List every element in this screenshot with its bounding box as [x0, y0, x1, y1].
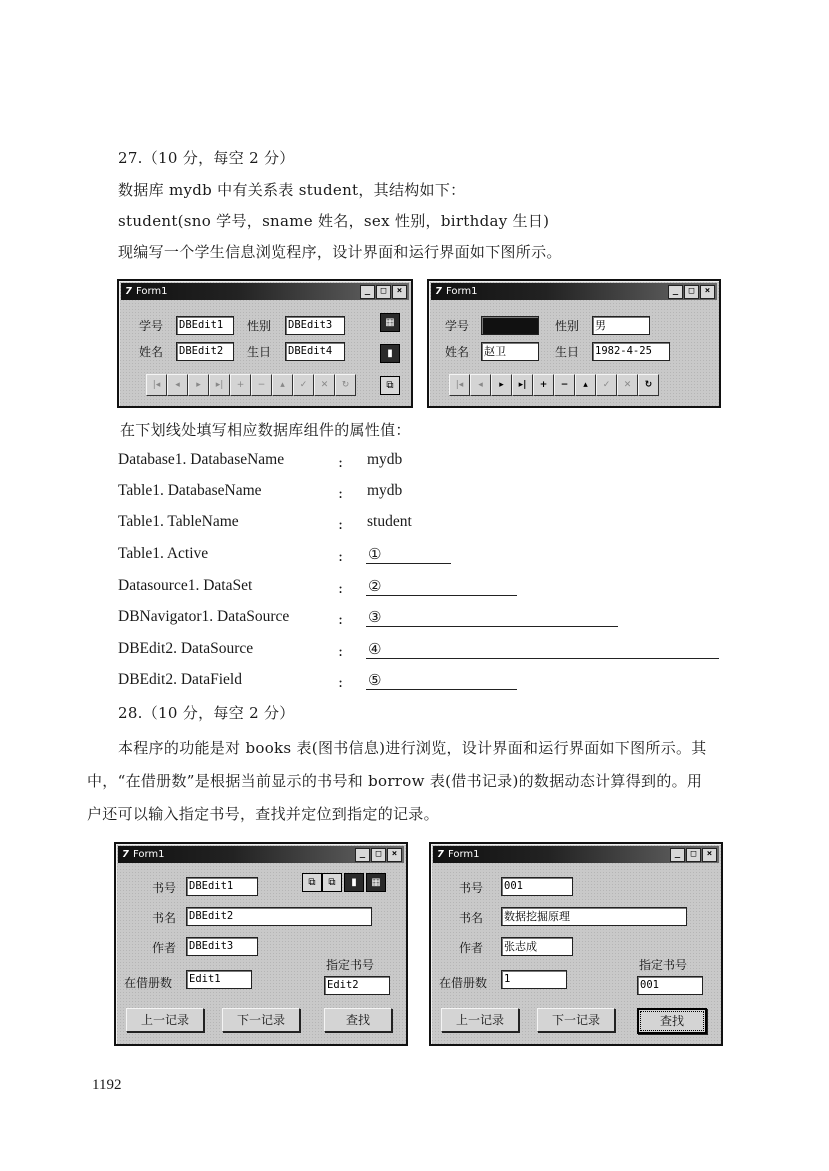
next-record-button[interactable]: 下一记录	[537, 1008, 615, 1032]
blank-1-line[interactable]	[366, 563, 451, 564]
nav-post-icon[interactable]: ✓	[293, 374, 314, 396]
sex-field[interactable]: 男	[592, 316, 650, 335]
blank-5-marker: ⑤	[368, 671, 382, 689]
q27-heading: 27.（10 分，每空 2 分）	[118, 149, 295, 167]
borrowed-field[interactable]: 1	[501, 970, 567, 989]
table-component-icon[interactable]: ▦	[380, 313, 400, 332]
prop-colon-7: :	[338, 642, 344, 660]
q27-line3: 现编写一个学生信息浏览程序，设计界面和运行界面如下图所示。	[118, 243, 562, 261]
title-bar[interactable]	[121, 283, 409, 300]
prop-colon-5: :	[338, 579, 344, 597]
q28-paragraph-line2: 中，“在借册数”是根据当前显示的书号和 borrow 表(借书记录)的数据动态计算得到的。用	[87, 772, 703, 790]
window-title: Form1	[135, 286, 168, 297]
prop-name-4: Table1. Active	[118, 545, 209, 562]
label-sex: 性别	[247, 319, 272, 333]
q28-paragraph-line1: 本程序的功能是对 books 表(图书信息)进行浏览，设计界面和运行界面如下图所示。其	[118, 739, 707, 757]
nav-edit-icon[interactable]: ▴	[272, 374, 293, 396]
prop-name-2: Table1. DatabaseName	[118, 482, 262, 499]
prop-name-5: Datasource1. DataSet	[118, 577, 253, 594]
minimize-icon[interactable]: _	[668, 285, 683, 299]
prop-name-3: Table1. TableName	[118, 513, 239, 530]
sno-field[interactable]	[481, 316, 539, 335]
label-target-bookno: 指定书号	[639, 958, 688, 972]
prop-value-3: student	[367, 513, 412, 530]
q28-paragraph-line3: 户还可以输入指定书号，查找并定位到指定的记录。	[87, 805, 439, 823]
dbedit2-field[interactable]: DBEdit2	[186, 907, 372, 926]
maximize-icon[interactable]: □	[684, 285, 699, 299]
q28-run-form-window	[429, 842, 723, 1046]
delphi-form-icon: 7	[437, 849, 444, 860]
window-title: Form1	[445, 286, 478, 297]
prop-colon-6: :	[338, 610, 344, 628]
prop-colon-2: :	[338, 484, 344, 502]
bookno-field[interactable]: 001	[501, 877, 573, 896]
nav-next-icon[interactable]: ▸	[491, 374, 512, 396]
label-bookno: 书号	[459, 881, 484, 895]
next-record-button[interactable]: 下一记录	[222, 1008, 300, 1032]
minimize-icon[interactable]: _	[670, 848, 685, 862]
prop-value-1: mydb	[367, 451, 403, 468]
dbedit4-field[interactable]: DBEdit4	[285, 342, 345, 361]
label-sex: 性别	[555, 319, 580, 333]
close-icon[interactable]: ×	[700, 285, 715, 299]
find-button[interactable]: 查找	[637, 1008, 707, 1034]
window-title: Form1	[132, 849, 165, 860]
blank-5-line[interactable]	[366, 689, 517, 690]
dbnavigator-run[interactable]	[449, 374, 659, 396]
nav-insert-icon[interactable]: +	[533, 374, 554, 396]
nav-refresh-icon[interactable]: ↻	[335, 374, 356, 396]
delphi-form-icon: 7	[125, 286, 132, 297]
title-bar[interactable]	[433, 846, 719, 863]
target-bookno-field[interactable]: 001	[637, 976, 703, 995]
blank-3-line[interactable]	[366, 626, 618, 627]
find-button[interactable]: 查找	[324, 1008, 392, 1032]
nav-post-icon[interactable]: ✓	[596, 374, 617, 396]
blank-3-marker: ③	[368, 608, 382, 626]
prop-colon-4: :	[338, 547, 344, 565]
label-author: 作者	[152, 941, 177, 955]
q28-design-form-window	[114, 842, 408, 1046]
prop-colon-1: :	[338, 453, 344, 471]
blank-2-line[interactable]	[366, 595, 517, 596]
label-borrowed: 在借册数	[439, 976, 488, 990]
label-bookname: 书名	[459, 911, 484, 925]
q28-heading: 28.（10 分，每空 2 分）	[118, 704, 295, 722]
table-component-icon[interactable]: ▦	[366, 873, 386, 892]
nav-next-icon[interactable]: ▸	[188, 374, 209, 396]
delphi-form-icon: 7	[122, 849, 129, 860]
minimize-icon[interactable]: _	[360, 285, 375, 299]
name-field[interactable]: 赵卫	[481, 342, 539, 361]
title-bar[interactable]	[431, 283, 717, 300]
close-icon[interactable]: ×	[392, 285, 407, 299]
q27-line2: student(sno 学号，sname 姓名，sex 性别，birthday 生日)	[118, 212, 550, 230]
nav-first-icon[interactable]: |◂	[146, 374, 167, 396]
label-target-bookno: 指定书号	[326, 958, 375, 972]
close-icon[interactable]: ×	[387, 848, 402, 862]
label-borrowed: 在借册数	[124, 976, 173, 990]
nav-insert-icon[interactable]: +	[230, 374, 251, 396]
database-component-icon[interactable]: ▮	[380, 344, 400, 363]
nav-edit-icon[interactable]: ▴	[575, 374, 596, 396]
q27-design-form-window	[117, 279, 413, 408]
dbedit2-field[interactable]: DBEdit2	[176, 342, 234, 361]
prop-colon-3: :	[338, 515, 344, 533]
maximize-icon[interactable]: □	[376, 285, 391, 299]
nav-prior-icon[interactable]: ◂	[470, 374, 491, 396]
nav-cancel-icon[interactable]: ✕	[314, 374, 335, 396]
prop-name-6: DBNavigator1. DataSource	[118, 608, 290, 625]
window-title: Form1	[447, 849, 480, 860]
prop-value-2: mydb	[367, 482, 403, 499]
blank-4-marker: ④	[368, 640, 382, 658]
prop-colon-8: :	[338, 673, 344, 691]
prev-record-button[interactable]: 上一记录	[441, 1008, 519, 1032]
nav-first-icon[interactable]: |◂	[449, 374, 470, 396]
dbedit3-field[interactable]: DBEdit3	[186, 937, 258, 956]
q27-instruction: 在下划线处填写相应数据库组件的属性值：	[120, 421, 411, 439]
label-author: 作者	[459, 941, 484, 955]
nav-delete-icon[interactable]: −	[554, 374, 575, 396]
label-birthday: 生日	[247, 345, 272, 359]
edit2-field[interactable]: Edit2	[324, 976, 390, 995]
q27-line1: 数据库 mydb 中有关系表 student，其结构如下：	[118, 181, 466, 199]
prop-name-1: Database1. DatabaseName	[118, 451, 285, 468]
minimize-icon[interactable]: _	[355, 848, 370, 862]
datasource-component-icon[interactable]: ⧉	[380, 376, 400, 395]
q27-run-form-window	[427, 279, 721, 408]
query-component-icon[interactable]: ⧉	[322, 873, 342, 892]
dbedit1-field[interactable]: DBEdit1	[176, 316, 234, 335]
title-bar[interactable]	[118, 846, 404, 863]
nav-last-icon[interactable]: ▸|	[209, 374, 230, 396]
nav-cancel-icon[interactable]: ✕	[617, 374, 638, 396]
maximize-icon[interactable]: □	[371, 848, 386, 862]
maximize-icon[interactable]: □	[686, 848, 701, 862]
dbedit3-field[interactable]: DBEdit3	[285, 316, 345, 335]
datasource-component-icon[interactable]: ⧉	[302, 873, 322, 892]
label-bookname: 书名	[152, 911, 177, 925]
prop-name-8: DBEdit2. DataField	[118, 671, 242, 688]
blank-2-marker: ②	[368, 577, 382, 595]
nav-delete-icon[interactable]: −	[251, 374, 272, 396]
database-component-icon[interactable]: ▮	[344, 873, 364, 892]
label-birthday: 生日	[555, 345, 580, 359]
label-name: 姓名	[445, 345, 470, 359]
label-sno: 学号	[139, 319, 164, 333]
bookname-field[interactable]: 数据挖掘原理	[501, 907, 687, 926]
label-name: 姓名	[139, 345, 164, 359]
blank-4-line[interactable]	[366, 658, 719, 659]
nav-prior-icon[interactable]: ◂	[167, 374, 188, 396]
delphi-form-icon: 7	[435, 286, 442, 297]
label-bookno: 书号	[152, 881, 177, 895]
prop-name-7: DBEdit2. DataSource	[118, 640, 254, 657]
label-sno: 学号	[445, 319, 470, 333]
nav-last-icon[interactable]: ▸|	[512, 374, 533, 396]
author-field[interactable]: 张志成	[501, 937, 573, 956]
dbnavigator-design[interactable]	[146, 374, 356, 396]
prev-record-button[interactable]: 上一记录	[126, 1008, 204, 1032]
close-icon[interactable]: ×	[702, 848, 717, 862]
blank-1-marker: ①	[368, 545, 382, 563]
edit1-field[interactable]: Edit1	[186, 970, 252, 989]
nav-refresh-icon[interactable]: ↻	[638, 374, 659, 396]
page-number: 1192	[92, 1077, 122, 1093]
dbedit1-field[interactable]: DBEdit1	[186, 877, 258, 896]
birthday-field[interactable]: 1982-4-25	[592, 342, 670, 361]
